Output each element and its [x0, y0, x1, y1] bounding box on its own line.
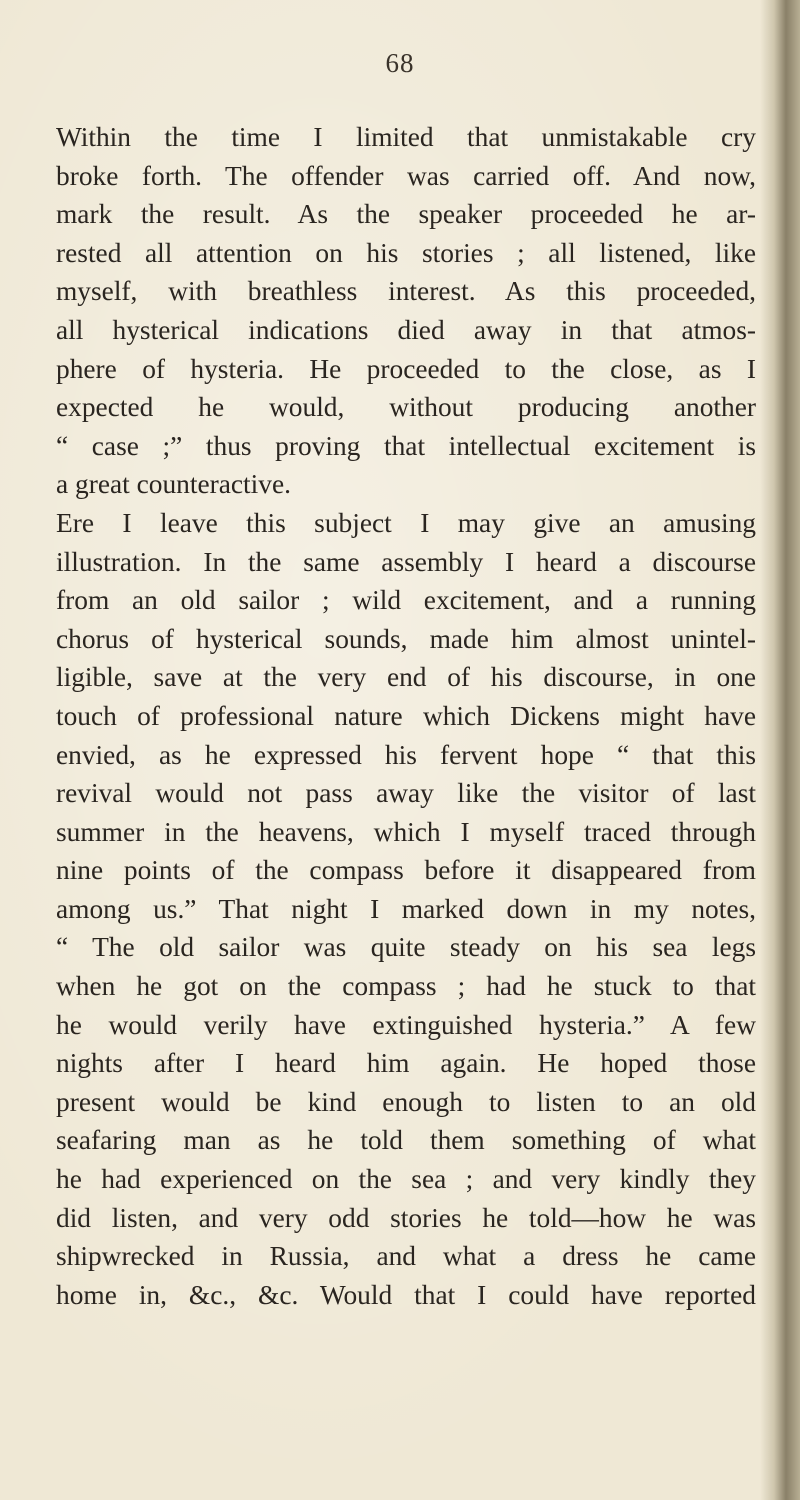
text-line: when he got on the compass ; had he stuck to that: [56, 971, 756, 1002]
paragraph-end-line: a great counteractive.: [56, 469, 291, 500]
text-line: myself, with breathless interest. As this proceeded,: [56, 276, 756, 307]
text-line: did listen, and very odd stories he told—how he was: [56, 1202, 756, 1233]
text-line: nights after I heard him again. He hoped those: [56, 1048, 756, 1079]
text-line: rested all attention on his stories ; all listened, like: [56, 237, 756, 268]
text-line: touch of professional nature which Dickens might have: [56, 700, 756, 731]
page-number: 68: [385, 48, 415, 78]
text-line: home in, &c., &c. Would that I could have reported: [56, 1279, 756, 1310]
text-line: among us.” That night I marked down in my notes,: [56, 893, 756, 924]
text-line: envied, as he expressed his fervent hope “ that this: [56, 739, 756, 770]
text-line: from an old sailor ; wild excitement, and a running: [56, 585, 756, 616]
text-line: phere of hysteria. He proceeded to the close, as I: [56, 353, 756, 384]
text-line: Within the time I limited that unmistakable cry: [56, 122, 756, 152]
text-line: “ The old sailor was quite steady on his sea legs: [56, 932, 756, 963]
text-line: shipwrecked in Russia, and what a dress he came: [56, 1241, 756, 1272]
text-line: broke forth. The offender was carried off. And now,: [56, 160, 756, 191]
text-line: chorus of hysterical sounds, made him almost unintel-: [56, 623, 756, 654]
text-line: he would verily have extinguished hysteria.” A few: [56, 1009, 756, 1040]
text-line: he had experienced on the sea ; and very kindly they: [56, 1164, 756, 1195]
body-text: [56, 118, 756, 1314]
text-line: seafaring man as he told them something of what: [56, 1125, 756, 1156]
text-line: Ere I leave this subject I may give an amusing: [56, 507, 756, 538]
page-edge-shadow: [760, 0, 800, 1500]
text-line: “ case ;” thus proving that intellectual excitement is: [56, 430, 756, 461]
text-line: nine points of the compass before it disappeared from: [56, 855, 756, 886]
text-line: all hysterical indications died away in that atmos-: [56, 314, 756, 345]
text-line: illustration. In the same assembly I heard a discourse: [56, 546, 756, 577]
text-line: expected he would, without producing another: [56, 392, 756, 423]
text-line: summer in the heavens, which I myself traced through: [56, 816, 756, 847]
text-line: ligible, save at the very end of his discourse, in one: [56, 662, 756, 693]
text-line: revival would not pass away like the visitor of last: [56, 778, 756, 809]
text-line: mark the result. As the speaker proceeded he ar-: [56, 199, 756, 230]
text-line: present would be kind enough to listen to an old: [56, 1086, 756, 1117]
